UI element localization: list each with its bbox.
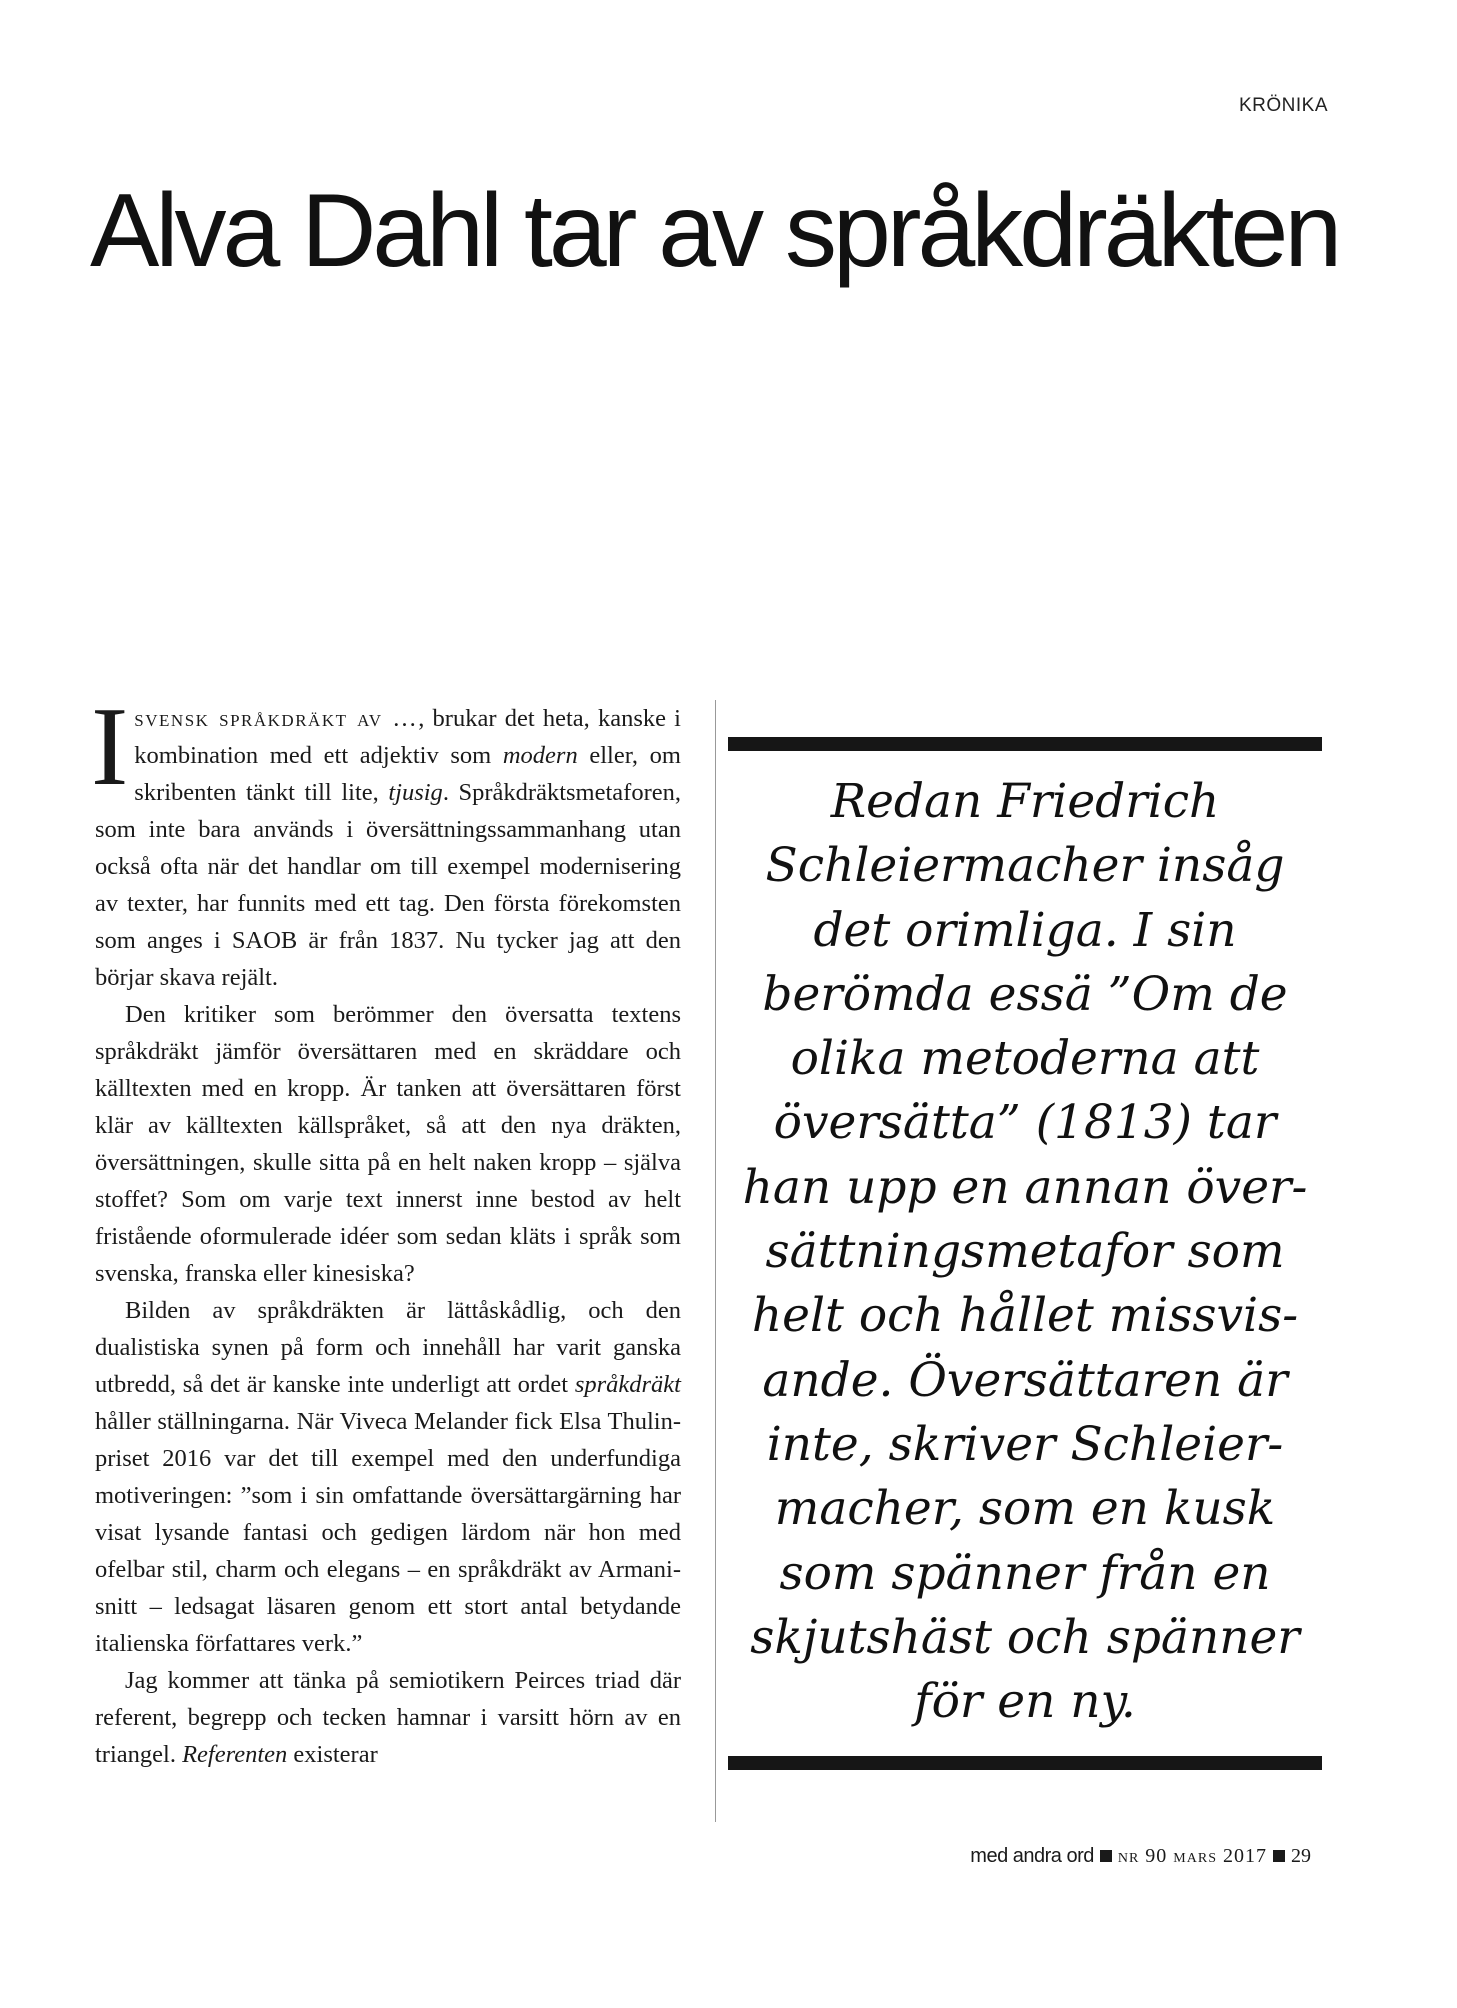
pull-quote — [728, 770, 1322, 1734]
pull-quote-line: han upp en annan över- — [742, 1159, 1308, 1215]
pull-quote-line: som spänner från en — [779, 1545, 1271, 1601]
pull-quote-line: det orimliga. I sin — [813, 902, 1237, 958]
italic-term: modern — [502, 742, 578, 769]
square-bullet-icon — [1273, 1850, 1285, 1862]
section-label: KRÖNIKA — [1238, 95, 1328, 116]
magazine-name: med andra ord — [970, 1845, 1094, 1867]
lead-in-smallcaps: svensk språkdräkt av … — [134, 705, 419, 732]
article-body — [91, 685, 681, 1773]
pull-quote-line: berömda essä ”Om de — [762, 966, 1288, 1022]
paragraph-3: Bilden av språkdräkten är lättåskådlig, och den dualistiska synen på form och innehåll har varit ganska utbredd, så det är kanske inte underligt att ordet språkdräkt håller ställningarna. När Viveca Melander fick Elsa Thulin-priset 2016 var det till exempel med den underfundiga motiveringen: ”som i sin omfattande översättargärning har visat lysande fantasi och gedigen lärdom när hon med ofelbar stil, charm och elegans – en språkdräkt av Armani-snitt – ledsagat läsaren genom ett stort antal betydande italienska författares verk.” — [95, 1297, 681, 1657]
square-bullet-icon — [1100, 1850, 1112, 1862]
pull-quote-line: olika metoderna att — [790, 1031, 1260, 1087]
pull-quote-line: översätta” (1813) tar — [773, 1095, 1277, 1151]
pull-quote-line: macher, som en kusk — [774, 1481, 1276, 1537]
pull-quote-line: ande. Översättaren är — [762, 1352, 1288, 1408]
italic-term: tjusig — [388, 779, 443, 806]
pull-quote-line: inte, skriver Schleier- — [766, 1416, 1284, 1472]
italic-term: språkdräkt — [574, 1371, 681, 1398]
page-footer — [970, 1845, 1311, 1868]
pull-quote-line: Redan Friedrich — [830, 774, 1220, 829]
issue-info: nr 90 mars 2017 — [1117, 1845, 1267, 1867]
pull-quote-top-rule — [728, 737, 1322, 751]
paragraph-4: Jag kommer att tänka på semiotikern Peirces triad där referent, begrepp och tecken hamnar i varsitt hörn av en triangel. Referenten existerar — [95, 1667, 681, 1768]
pull-quote-line: sättningsmetafor som — [765, 1224, 1285, 1280]
article-title: Alva Dahl tar av språkdräkten — [90, 173, 1339, 289]
pull-quote-line: för en ny. — [914, 1674, 1136, 1730]
pull-quote-line: skjutshäst och spänner — [750, 1609, 1300, 1665]
pull-quote-line: helt och hållet missvis- — [751, 1288, 1299, 1344]
page-number: 29 — [1291, 1845, 1311, 1867]
paragraph-2: Den kritiker som berömmer den översatta textens språkdräkt jämför översättaren med en skräddare och källtexten med en kropp. Är tanken att översättaren först klär av källtexten källspråket, så att den nya dräkten, översättningen, skulle sitta på en helt naken kropp – själva stoffet? Som om varje text innerst inne bestod av helt fristående oformulerade idéer som sedan kläts i språk som svenska, franska eller kinesiska? — [95, 1001, 681, 1287]
column-divider — [715, 700, 716, 1822]
paragraph-1: I svensk språkdräkt av …, brukar det heta, kanske i kombination med ett adjektiv som modern eller, om skribenten tänkt till lite, tjusig. Språkdräktsmetaforen, som inte bara används i översättningssammanhang utan också ofta när det handlar om till exempel modernisering av texter, har funnits med ett tag. Den första förekomsten som anges i SAOB är från 1837. Nu tycker jag att den börjar skava rejält. — [91, 685, 681, 991]
drop-cap: I — [91, 685, 129, 809]
pull-quote-line: Schleiermacher insåg — [765, 838, 1285, 894]
italic-term: Referenten — [182, 1741, 288, 1768]
pull-quote-bottom-rule — [728, 1756, 1322, 1770]
